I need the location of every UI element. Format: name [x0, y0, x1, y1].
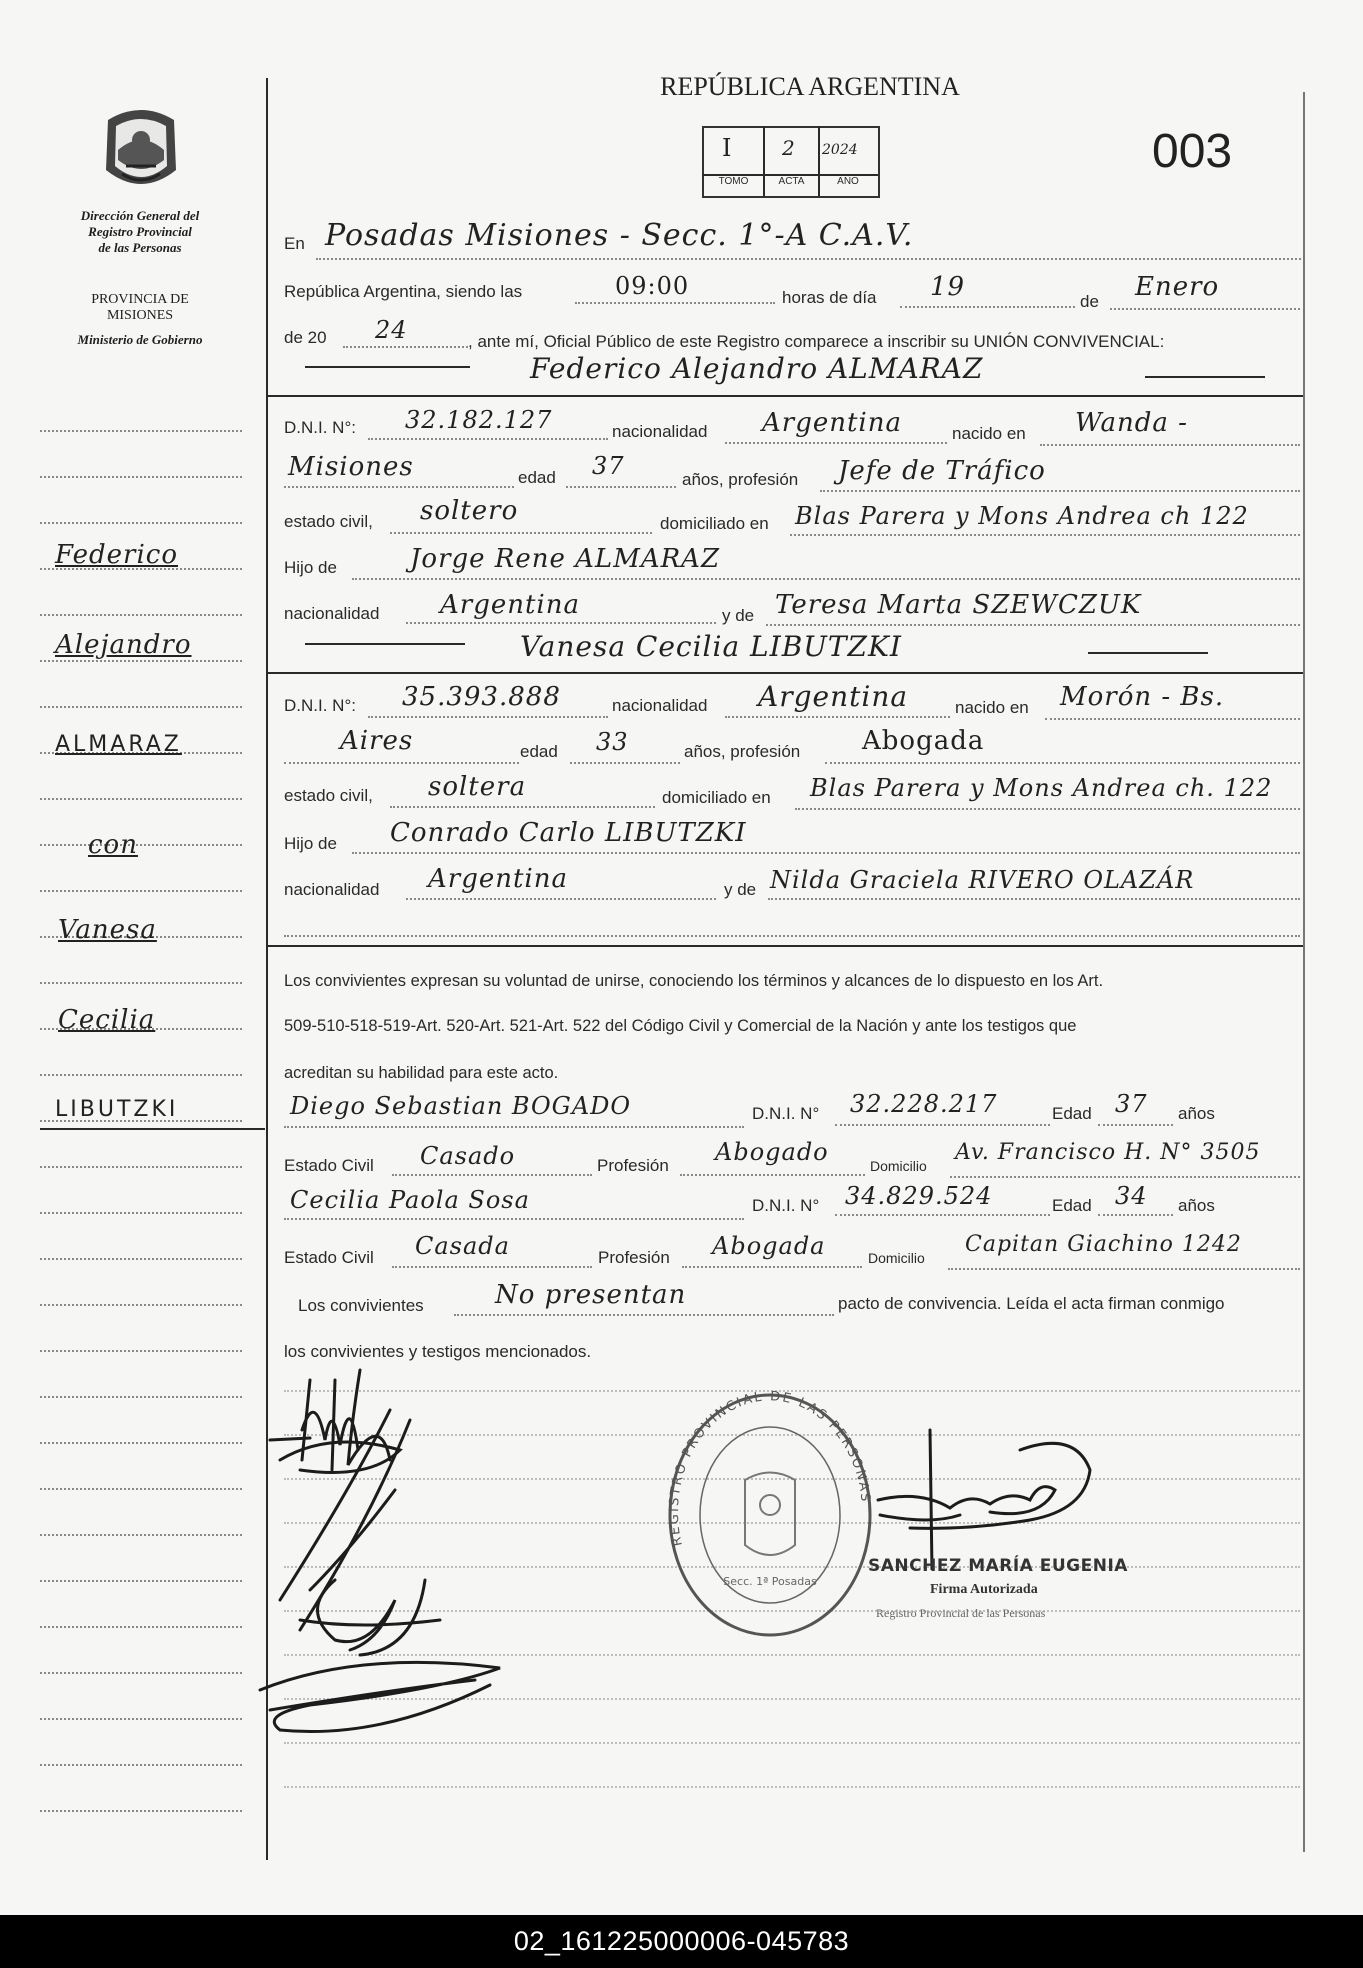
- w2-profession-label: Profesión: [598, 1248, 670, 1267]
- p1-civil-label: estado civil,: [284, 512, 373, 531]
- acta-label: ACTA: [778, 176, 805, 187]
- w2-dni-line: [835, 1214, 1050, 1216]
- p1-birthplace-1: Wanda -: [1075, 408, 1188, 438]
- p2-profession-label: años, profesión: [684, 742, 801, 761]
- w2-dni: 34.829.524: [845, 1182, 993, 1210]
- p1-profession-value: Jefe de Tráfico: [838, 456, 1046, 486]
- ano-label: AÑO: [837, 176, 859, 187]
- year-line: [343, 346, 468, 348]
- sidebar-rule: [40, 1580, 242, 1582]
- place-value: Posadas Misiones - Secc. 1°-A C.A.V.: [325, 218, 914, 253]
- declaration-text: , ante mí, Oficial Público de este Registro comparece a inscribir su UNIÓN CONVIVENCIAL:: [468, 332, 1165, 351]
- p2-age-label: edad: [520, 742, 558, 761]
- w1-address-line: [950, 1176, 1300, 1178]
- registry-seal-icon: [660, 1385, 880, 1645]
- p2-parent-label: Hijo de: [284, 834, 337, 853]
- sidebar-rule: [40, 706, 242, 708]
- seal-inner-text: Secc. 1ª Posadas: [723, 1575, 817, 1588]
- p1-nat2-label: nacionalidad: [284, 604, 380, 623]
- record-number: 003: [1152, 125, 1233, 178]
- p2-and-label: y de: [724, 880, 757, 899]
- sidebar-name-second-surname: LIBUTZKI: [55, 1097, 179, 1122]
- w2-years-label: años: [1178, 1196, 1215, 1215]
- person1-name: Federico Alejandro ALMARAZ: [530, 352, 984, 385]
- frame-right: [1303, 92, 1305, 1852]
- ministry-name: Ministerio de Gobierno: [77, 332, 203, 347]
- p2-mother-value: Nilda Graciela RIVERO OLAZÁR: [770, 866, 1195, 894]
- republic-label: República Argentina, siendo las: [284, 282, 523, 301]
- sidebar-rule: [40, 1166, 242, 1168]
- provincial-seal-icon: [96, 100, 186, 200]
- p2-nationality-line: [725, 716, 950, 718]
- month-line: [1110, 308, 1300, 310]
- sidebar-rule: [40, 1442, 242, 1444]
- p1-parent-label: Hijo de: [284, 558, 337, 577]
- p2-nat2-label: nacionalidad: [284, 880, 380, 899]
- p2-blank-line: [284, 935, 1300, 937]
- name2-dash-right: [1088, 652, 1208, 654]
- w1-dni-label: D.N.I. N°: [752, 1104, 820, 1123]
- p1-nationality-line: [725, 442, 947, 444]
- sidebar-rule: [40, 844, 242, 846]
- sidebar-rule: [40, 522, 242, 524]
- sidebar-name-second-middle: Cecilia: [58, 1005, 156, 1035]
- sidebar-rule: [40, 430, 242, 432]
- closing-line-2: los convivientes y testigos mencionados.: [284, 1342, 592, 1361]
- tomo-value: I: [722, 134, 733, 162]
- place-line: [316, 258, 1301, 260]
- name1-dash-right: [1145, 376, 1265, 378]
- w1-age-line: [1098, 1124, 1173, 1126]
- p1-birthplace-line: [284, 486, 514, 488]
- p2-age-line: [570, 762, 680, 764]
- closing-pact-suffix: pacto de convivencia. Leída el acta firman conmigo: [838, 1294, 1225, 1313]
- divider-1: [266, 395, 1303, 397]
- page-title: REPÚBLICA ARGENTINA: [660, 72, 960, 101]
- w2-address-label: Domicilio: [868, 1250, 925, 1266]
- p1-profession-label: años, profesión: [682, 470, 799, 489]
- authority-role: Firma Autorizada: [930, 1582, 1038, 1597]
- p2-father-value: Conrado Carlo LIBUTZKI: [390, 818, 747, 848]
- sidebar-rule: [40, 1074, 242, 1076]
- sidebar-rule: [40, 1396, 242, 1398]
- w2-dni-label: D.N.I. N°: [752, 1196, 820, 1215]
- sidebar-name-first: Federico: [55, 540, 178, 570]
- divider-3: [266, 945, 1303, 947]
- p2-address-label: domiciliado en: [662, 788, 771, 807]
- p1-father-nationality: Argentina: [440, 590, 580, 620]
- p2-mother-line: [768, 898, 1300, 900]
- tomo-label: TOMO: [718, 176, 749, 187]
- w2-profession: Abogada: [712, 1232, 826, 1260]
- w2-civil-label: Estado Civil: [284, 1248, 374, 1267]
- p1-address-value: Blas Parera y Mons Andrea ch 122: [795, 502, 1249, 530]
- de-label: de: [1080, 292, 1099, 311]
- signatures-left: [240, 1350, 540, 1750]
- w2-age: 34: [1115, 1182, 1148, 1210]
- p2-age-value: 33: [596, 728, 629, 756]
- p2-dni-line: [368, 716, 608, 718]
- p1-dni-label: D.N.I. N°:: [284, 418, 356, 437]
- w1-civil-label: Estado Civil: [284, 1156, 374, 1175]
- name2-dash-left: [305, 643, 465, 645]
- sidebar-rule: [40, 1718, 242, 1720]
- p2-father-nationality: Argentina: [428, 864, 568, 894]
- p1-birthplace-2: Misiones: [288, 452, 414, 482]
- p1-nationality-label: nacionalidad: [612, 422, 708, 441]
- year-value: 2024: [822, 142, 858, 158]
- sidebar-rule: [40, 476, 242, 478]
- p2-nationality-value: Argentina: [758, 680, 909, 713]
- w2-address-line: [948, 1268, 1300, 1270]
- p1-age-value: 37: [592, 452, 625, 480]
- province-name: PROVINCIA DE MISIONES: [91, 292, 189, 323]
- w2-age-line: [1098, 1214, 1173, 1216]
- sidebar-connector: con: [88, 830, 138, 860]
- sidebar-name-middle: Alejandro: [55, 630, 192, 660]
- month-value: Enero: [1135, 272, 1220, 302]
- authority-name: SANCHEZ MARÍA EUGENIA: [868, 1556, 1128, 1576]
- w1-profession: Abogado: [715, 1138, 829, 1166]
- p1-and-label: y de: [722, 606, 755, 625]
- sidebar-rule: [40, 1764, 242, 1766]
- sidebar-rule: [40, 1488, 242, 1490]
- p2-born-line: [1045, 718, 1300, 720]
- w2-name-line: [284, 1218, 744, 1220]
- p2-civil-line: [390, 806, 655, 808]
- year-prefix: de 20: [284, 328, 327, 347]
- p1-father-line: [352, 578, 1300, 580]
- sidebar-rule: [40, 660, 242, 662]
- p1-nat2-line: [406, 622, 716, 624]
- w2-profession-line: [682, 1266, 862, 1268]
- sidebar-name-second-first: Vanesa: [58, 915, 157, 945]
- seal-ring-text: REGISTRO PROVINCIAL DE LAS PERSONAS: [666, 1389, 873, 1548]
- sidebar-rule: [40, 798, 242, 800]
- time-line: [575, 302, 775, 304]
- p1-civil-line: [390, 532, 652, 534]
- p1-born-line: [1040, 444, 1300, 446]
- sidebar-rule: [40, 1810, 242, 1812]
- w1-civil-line: [392, 1174, 592, 1176]
- p2-dni-value: 35.393.888: [402, 682, 561, 712]
- statement-line-3: acreditan su habilidad para este acto.: [284, 1064, 559, 1082]
- w2-civil-line: [392, 1266, 592, 1268]
- sidebar-rule: [40, 890, 242, 892]
- p2-profession-line: [825, 762, 1300, 764]
- statement-line-2: 509-510-518-519-Art. 520-Art. 521-Art. 522 del Código Civil y Comercial de la Nación y ante los testigos que: [284, 1017, 1077, 1035]
- svg-text:REGISTRO PROVINCIAL DE LAS PER: [667, 1389, 873, 1547]
- p2-father-line: [352, 852, 1300, 854]
- closing-pact-value: No presentan: [495, 1280, 687, 1310]
- w2-age-label: Edad: [1052, 1196, 1092, 1215]
- p2-profession-value: Abogada: [862, 726, 985, 756]
- w1-name: Diego Sebastian BOGADO: [290, 1092, 632, 1120]
- year-suffix: 24: [375, 316, 408, 344]
- sidebar-name-surname: ALMARAZ: [55, 732, 182, 757]
- w1-address: Av. Francisco H. N° 3505: [955, 1140, 1261, 1165]
- en-label: En: [284, 234, 305, 253]
- p2-civil-value: soltera: [428, 772, 527, 802]
- sidebar-rule: [40, 1304, 242, 1306]
- footer-bar: [0, 1915, 1363, 1968]
- w1-profession-line: [680, 1174, 865, 1176]
- p2-civil-label: estado civil,: [284, 786, 373, 805]
- w1-dni: 32.228.217: [850, 1090, 998, 1118]
- w1-dni-line: [835, 1124, 1050, 1126]
- w1-civil: Casado: [420, 1142, 516, 1170]
- hours-label: horas de día: [782, 288, 877, 307]
- p1-address-label: domiciliado en: [660, 514, 769, 533]
- main-rule: [284, 1786, 1300, 1788]
- day-value: 19: [930, 272, 966, 302]
- p1-dni-value: 32.182.127: [405, 406, 553, 434]
- w2-address: Capitan Giachino 1242: [965, 1232, 1242, 1257]
- statement-line-1: Los convivientes expresan su voluntad de unirse, conociendo los términos y alcances de lo dispuesto en los Art.: [284, 972, 1104, 990]
- p1-civil-value: soltero: [420, 496, 519, 526]
- day-line: [900, 306, 1075, 308]
- time-value: 09:00: [615, 272, 690, 300]
- acta-value: 2: [782, 136, 796, 160]
- p1-address-line: [790, 534, 1300, 536]
- p1-dni-line: [368, 438, 608, 440]
- p1-mother-line: [766, 624, 1300, 626]
- w1-age: 37: [1115, 1090, 1148, 1118]
- p1-father-value: Jorge Rene ALMARAZ: [410, 544, 721, 574]
- p2-nat2-line: [406, 898, 716, 900]
- p2-birthplace-1: Morón - Bs.: [1060, 682, 1225, 712]
- w1-name-line: [284, 1126, 744, 1128]
- p1-age-line: [566, 486, 676, 488]
- sidebar-underline: [40, 1128, 265, 1130]
- p2-nationality-label: nacionalidad: [612, 696, 708, 715]
- name1-dash-left: [305, 366, 470, 368]
- closing-pact-line: [454, 1314, 834, 1316]
- w1-address-label: Domicilio: [870, 1158, 927, 1174]
- w2-civil: Casada: [415, 1232, 510, 1260]
- authority-signature: [870, 1420, 1110, 1570]
- w1-profession-label: Profesión: [597, 1156, 669, 1175]
- sidebar-rule: [40, 982, 242, 984]
- p2-address-line: [795, 808, 1300, 810]
- person2-name: Vanesa Cecilia LIBUTZKI: [520, 630, 902, 663]
- p2-dni-label: D.N.I. N°:: [284, 696, 356, 715]
- sidebar-rule: [40, 1212, 242, 1214]
- w2-name: Cecilia Paola Sosa: [290, 1186, 530, 1214]
- divider-2: [266, 672, 1303, 674]
- footer-code: 02_161225000006-045783: [513, 1926, 850, 1956]
- p1-born-label: nacido en: [952, 424, 1026, 443]
- institution-name: Dirección General del Registro Provincial de las Personas: [80, 208, 200, 255]
- w1-years-label: años: [1178, 1104, 1215, 1123]
- sidebar-rule: [40, 1258, 242, 1260]
- p1-profession-line: [820, 490, 1300, 492]
- authority-office: Registro Provincial de las Personas: [876, 1606, 1046, 1620]
- p1-nationality-value: Argentina: [762, 408, 902, 438]
- p2-birthplace-2: Aires: [340, 726, 414, 756]
- sidebar-rule: [40, 1534, 242, 1536]
- w1-age-label: Edad: [1052, 1104, 1092, 1123]
- sidebar-rule: [40, 1672, 242, 1674]
- closing-parties-label: Los convivientes: [298, 1296, 424, 1315]
- p2-birthplace-line: [284, 762, 519, 764]
- p1-mother-value: Teresa Marta SZEWCZUK: [775, 590, 1142, 620]
- sidebar-rule: [40, 1350, 242, 1352]
- p1-age-label: edad: [518, 468, 556, 487]
- sidebar-rule: [40, 614, 242, 616]
- sidebar-rule: [40, 1626, 242, 1628]
- p2-born-label: nacido en: [955, 698, 1029, 717]
- p2-address-value: Blas Parera y Mons Andrea ch. 122: [810, 774, 1273, 802]
